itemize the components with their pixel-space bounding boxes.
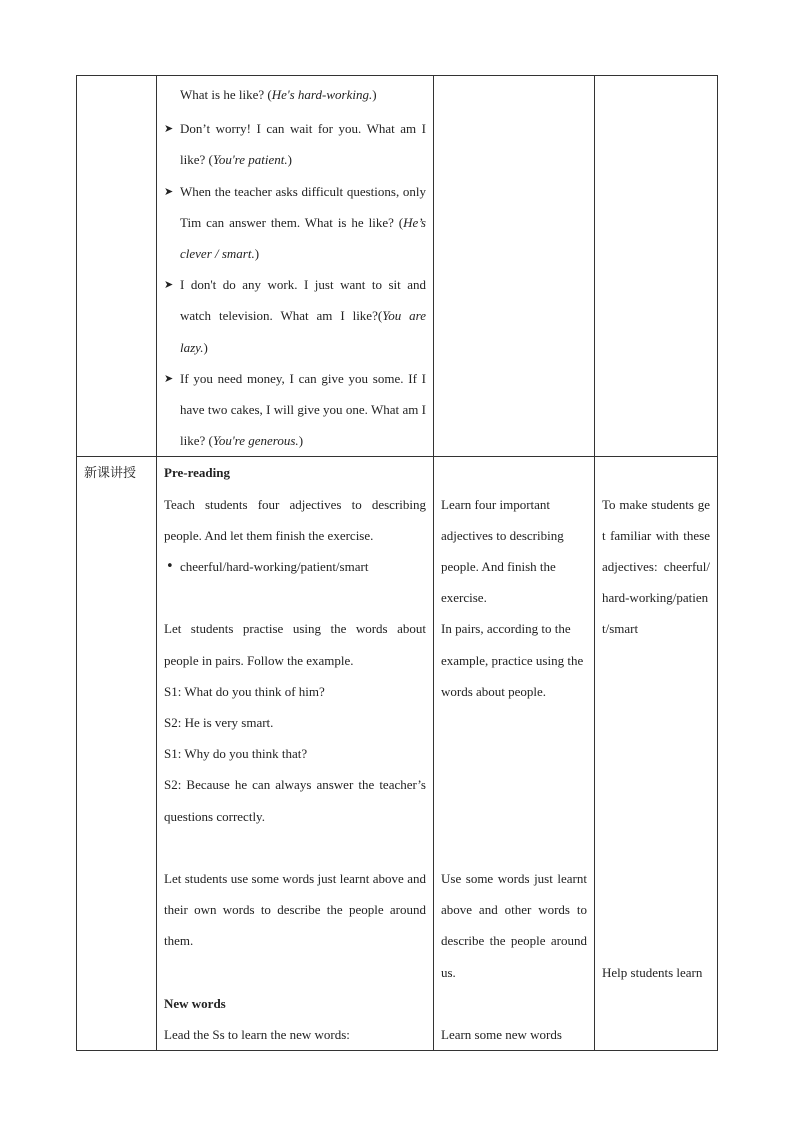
purpose-cell: [595, 457, 718, 1051]
arrow-bullet-icon: ➤: [164, 278, 174, 292]
teach-text: Teach students four adjectives to describing people. And let them finish the exercise.: [164, 496, 426, 543]
student-activity-cell: [434, 457, 595, 1051]
student-activity-4: Learn some new words: [441, 1026, 562, 1042]
use-words-text: Let students use some words just learnt above and their own words to describe the people around them.: [164, 871, 426, 949]
continued-question: What is he like? (He's hard-working.): [180, 87, 377, 102]
table-row: [77, 457, 718, 1051]
adjectives-bullet: • cheerful/hard-working/patient/smart: [164, 551, 426, 582]
list-item: ➤ If you need money, I can give you some. If I have two cakes, I will give you one. What am I like? (You're generous.): [164, 363, 426, 457]
purpose-cell-empty: [595, 76, 718, 457]
student-activity-1: Learn four important adjectives to describing people. And finish the exercise.: [441, 496, 564, 606]
pre-reading-heading: Pre-reading: [164, 465, 230, 481]
list-item: ➤ Don’t worry! I can wait for you. What am I like? (You're patient.): [164, 113, 426, 175]
dot-bullet-icon: •: [166, 559, 174, 575]
dialogue-line: S1: What do you think of him?: [164, 683, 325, 699]
purpose-2: Help students learn: [602, 964, 703, 980]
arrow-bullet-icon: ➤: [164, 371, 174, 385]
list-item: ➤ I don't do any work. I just want to sit and watch television. What am I like?(You are lazy.): [164, 269, 426, 363]
practise-text: Let students practise using the words about people in pairs. Follow the example.: [164, 621, 426, 668]
list-item: ➤ When the teacher asks difficult questions, only Tim can answer them. What is he like? (He’s clever / smart.): [164, 176, 426, 270]
activity-cell: [157, 457, 434, 1051]
new-words-heading: New words: [164, 995, 226, 1011]
activity-cell: [157, 76, 434, 457]
purpose-1: To make students get familiar with these adjectives: cheerful/hard-working/patient/smart: [602, 496, 710, 637]
student-activity-3: Use some words just learnt above and other words to describe the people around us.: [441, 870, 587, 980]
lesson-plan-table: [76, 75, 718, 1051]
student-activity-cell-empty: [434, 76, 595, 457]
arrow-bullet-icon: ➤: [164, 184, 174, 198]
stage-cell: [77, 457, 157, 1051]
student-activity-2: In pairs, according to the example, practice using the words about people.: [441, 621, 584, 699]
dialogue-line: S2: Because he can always answer the teacher’s questions correctly.: [164, 777, 426, 824]
stage-label: 新课讲授: [84, 466, 137, 482]
stage-cell-empty: [77, 76, 157, 457]
lead-text: Lead the Ss to learn the new words:: [164, 1027, 350, 1043]
dialogue-line: S2: He is very smart.: [164, 715, 274, 731]
table-row: [77, 76, 718, 457]
question-list: [164, 113, 426, 456]
dialogue-line: S1: Why do you think that?: [164, 746, 308, 762]
arrow-bullet-icon: ➤: [164, 122, 174, 136]
